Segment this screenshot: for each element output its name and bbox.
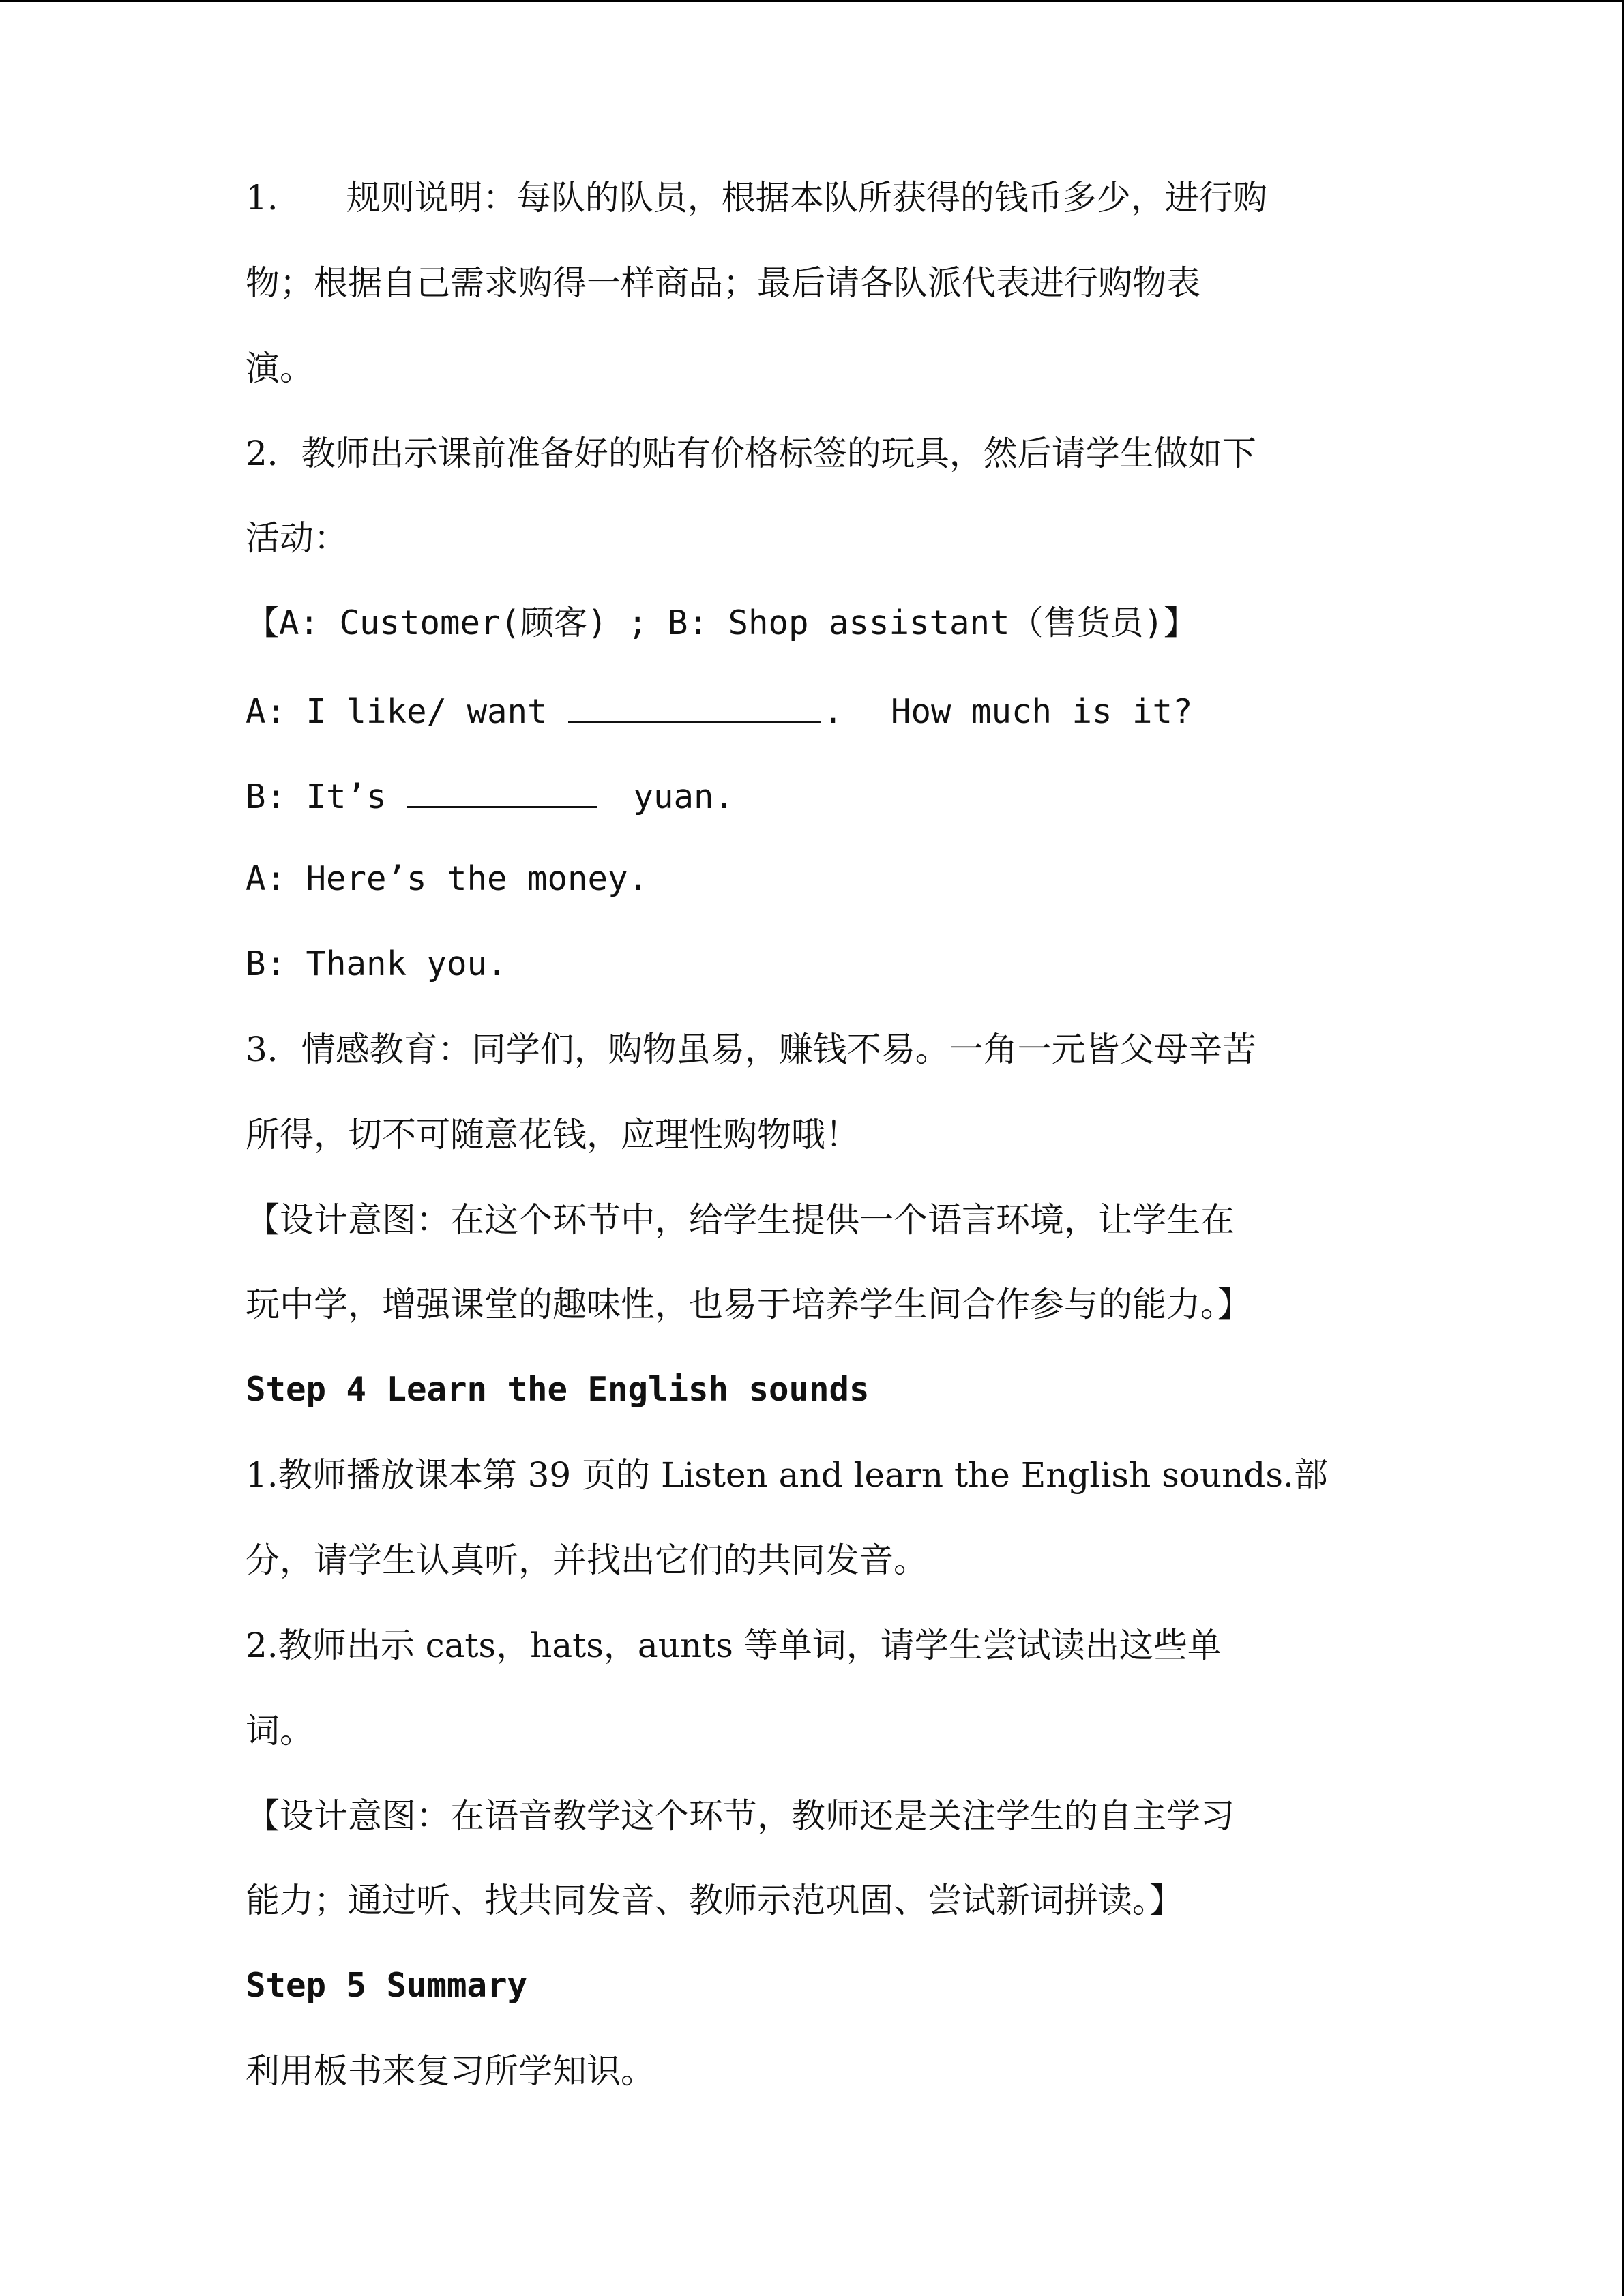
page-top-border — [0, 0, 1624, 2]
roles-line: 【A: Customer(顾客) ; B: Shop assistant（售货员)】 — [246, 603, 1198, 642]
answer-blank-item — [568, 687, 821, 723]
dialogue-a2: A: Here’s the money. — [246, 859, 649, 898]
rules-text-1: 规则说明：每队的队员，根据本队所获得的钱币多少，进行购 — [346, 178, 1267, 218]
dialogue-b1-end: yuan. — [633, 777, 735, 816]
step4-item1-line-1: 1.教师播放课本第 39 页的 Listen and learn the English sounds.部 — [246, 1455, 1328, 1495]
step5-heading: Step 5 Summary — [246, 1966, 528, 2005]
dialogue-a1-question: How much is it? — [891, 692, 1193, 731]
answer-blank-price — [407, 772, 597, 808]
dialogue-b1-start: B: It’s — [246, 777, 387, 816]
step4-item2-line-2: 词。 — [246, 1711, 314, 1750]
rules-line-3: 演。 — [246, 348, 314, 388]
step4-heading: Step 4 Learn the English sounds — [246, 1370, 870, 1409]
activity-line-2: 活动： — [246, 518, 348, 558]
intent2-line-1: 【设计意图：在语音教学这个环节，教师还是关注学生的自主学习 — [246, 1796, 1235, 1836]
dialogue-a1-end: . — [823, 692, 844, 731]
dialogue-b1 — [246, 772, 734, 819]
step4-item1-line-2: 分，请学生认真听，并找出它们的共同发音。 — [246, 1540, 928, 1580]
activity-line-1: 2．教师出示课前准备好的贴有价格标签的玩具，然后请学生做如下 — [246, 434, 1256, 473]
emotion-line-2: 所得，切不可随意花钱，应理性购物哦！ — [246, 1115, 859, 1154]
rules-line-1 — [246, 176, 1267, 220]
dialogue-a1 — [246, 687, 1193, 734]
rules-line-2: 物；根据自己需求购得一样商品；最后请各队派代表进行购物表 — [246, 263, 1200, 303]
step4-item2-line-1: 2.教师出示 cats，hats，aunts 等单词，请学生尝试读出这些单 — [246, 1626, 1222, 1665]
intent2-line-2: 能力；通过听、找共同发音、教师示范巩固、尝试新词拼读。】 — [246, 1881, 1183, 1920]
step5-text: 利用板书来复习所学知识。 — [246, 2051, 655, 2091]
emotion-line-1: 3．情感教育：同学们，购物虽易，赚钱不易。一角一元皆父母辛苦 — [246, 1030, 1256, 1069]
dialogue-a1-start: A: I like/ want — [246, 692, 548, 731]
intent1-line-1: 【设计意图：在这个环节中，给学生提供一个语言环境，让学生在 — [246, 1200, 1235, 1240]
rules-number: 1. — [246, 178, 278, 218]
intent1-line-2: 玩中学，增强课堂的趣味性，也易于培养学生间合作参与的能力。】 — [246, 1285, 1252, 1324]
dialogue-b2: B: Thank you. — [246, 944, 507, 983]
